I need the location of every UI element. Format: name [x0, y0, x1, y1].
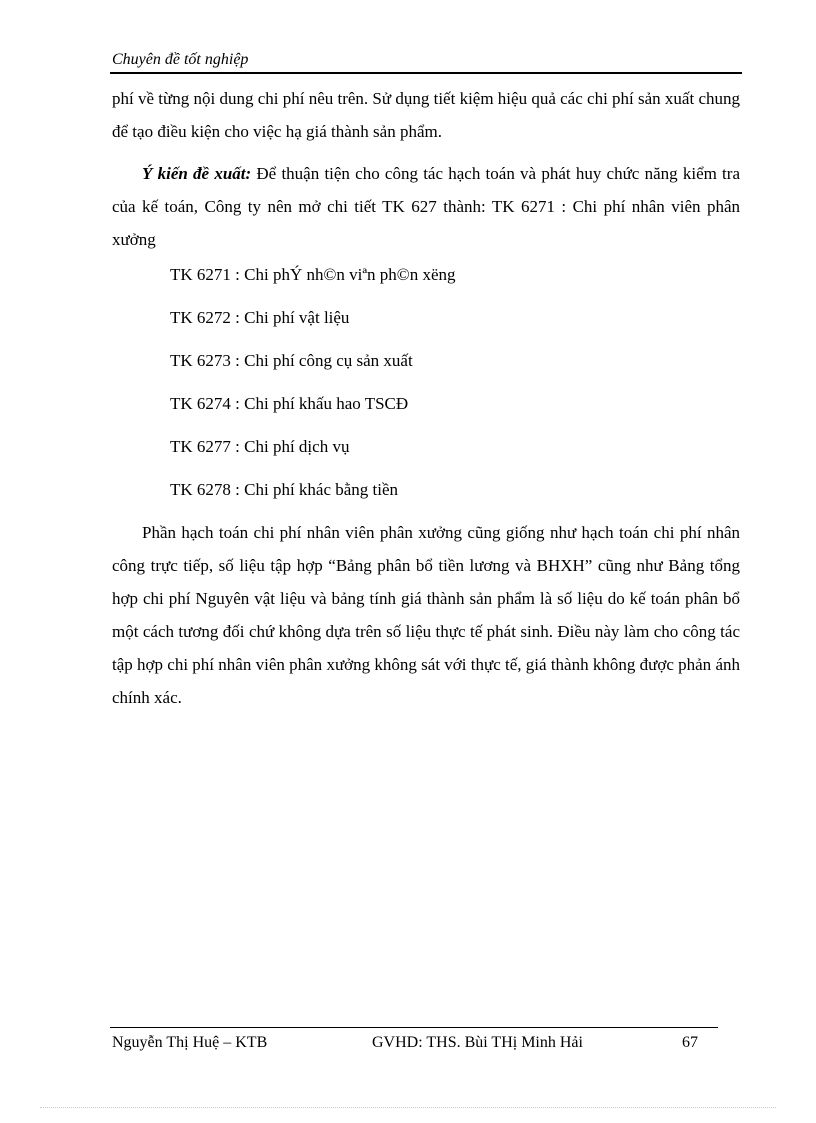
paragraph-2-text: Để thuận tiện cho công tác hạch toán và phát huy chức năng kiểm tra của kế toán, Công ty nên mở chi tiết TK 627 thành: TK 6271 : Chi phí nhân viên phân xưởng [112, 164, 740, 249]
account-item: TK 6272 : Chi phí vật liệu [170, 308, 350, 327]
account-item: TK 6274 : Chi phí khấu hao TSCĐ [170, 394, 409, 413]
account-list [170, 262, 456, 520]
account-item: TK 6273 : Chi phí công cụ sản xuất [170, 351, 413, 370]
account-item: TK 6271 : Chi phÝ nh©n viªn ph©n xëng [170, 265, 456, 284]
footer-rule [110, 1027, 718, 1028]
account-item: TK 6277 : Chi phí dịch vụ [170, 437, 350, 456]
page-bottom-divider [40, 1107, 776, 1108]
header-rule [110, 72, 742, 74]
page-number: 67 [682, 1034, 698, 1051]
paragraph-3: Phần hạch toán chi phí nhân viên phân xưởng cũng giống như hạch toán chi phí nhân công trực tiếp, số liệu tập hợp “Bảng phân bổ tiền lương và BHXH” cũng như Bảng tổng hợp chi phí Nguyên vật liệu và bảng tính giá thành sản phẩm là số liệu do kế toán phân bổ một cách tương đối chứ không dựa trên số liệu thực tế phát sinh. Điều này làm cho công tác tập hợp chi phí nhân viên phân xưởng không sát với thực tế, giá thành không được phản ánh chính xác. [112, 523, 740, 707]
footer-supervisor: GVHD: THS. Bùi THị Minh Hải [372, 1034, 583, 1051]
paragraph-2 [112, 157, 740, 256]
paragraph-2-lead: Ý kiến đề xuất: [142, 164, 252, 183]
paragraph-1: phí về từng nội dung chi phí nêu trên. Sử dụng tiết kiệm hiệu quả các chi phí sản xuất chung để tạo điều kiện cho việc hạ giá thành sản phẩm. [112, 89, 740, 141]
account-item: TK 6278 : Chi phí khác bằng tiền [170, 480, 399, 499]
footer-author: Nguyễn Thị Huệ – KTB [112, 1034, 268, 1051]
header-title: Chuyên đề tốt nghiệp [112, 51, 249, 68]
